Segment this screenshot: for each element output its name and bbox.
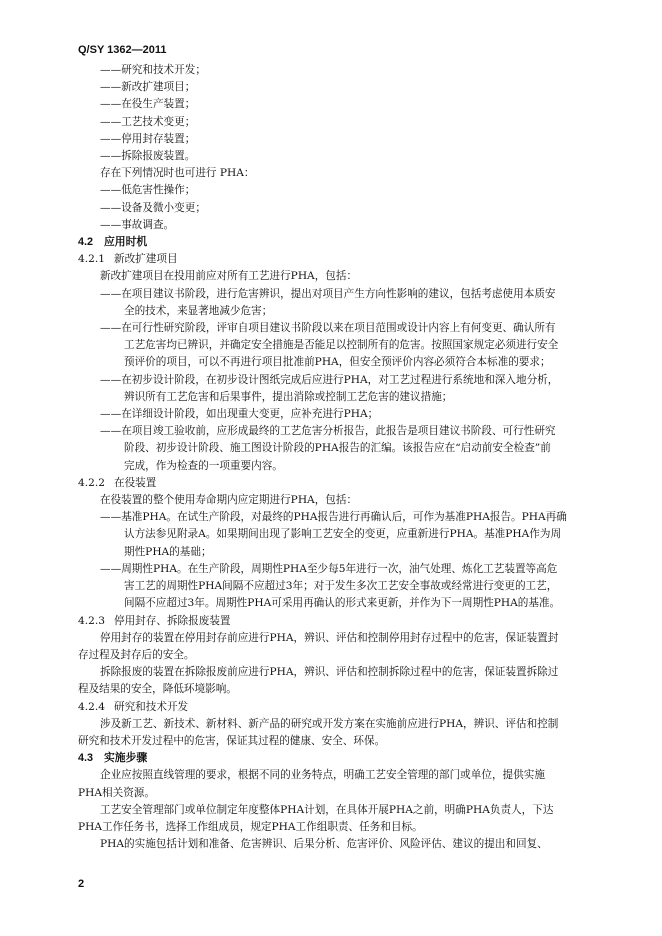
paragraph-line: 涉及新工艺、新技术、新材料、新产品的研究或开发方案在实施前应进行PHA，辨识、评估和控制 [100, 717, 559, 730]
also-text: 存在下列情况时也可进行 PHA： [100, 167, 255, 180]
list-item: ——停用封存装置； [100, 132, 196, 145]
paragraph-line: 研究和技术开发过程中的危害，保证其过程的健康、安全、环保。 [78, 734, 386, 747]
list-item-line: 认方法参见附录A。如果期间出现了影响工艺安全的变更，应重新进行PHA。基准PHA作为周 [124, 528, 562, 541]
list-item-line: ——在可行性研究阶段，评审自项目建议书阶段以来在项目范围或设计内容上有何变更、确认所有 [100, 322, 556, 335]
section-title: 实施步骤 [104, 752, 148, 765]
page-number: 2 [78, 878, 85, 890]
paragraph-line: 存过程及封存后的安全。 [78, 648, 195, 661]
list-item-line: 间隔不应超过3年。周期性PHA可采用再确认的形式来更新，并作为下一周期性PHA的基准。 [124, 597, 561, 610]
subsection-heading-4-2-2 [78, 475, 598, 492]
paragraph-line: 工艺安全管理部门或单位制定年度整体PHA计划，在具体开展PHA之前，明确PHA负责人，下达 [100, 803, 554, 816]
list-item-line: 全的技术，来显著地减少危害； [124, 304, 273, 317]
list-item-line: 期性PHA的基础； [124, 545, 212, 558]
section-heading-4-3 [78, 750, 598, 767]
list-item: ——事故调查。 [100, 218, 175, 231]
list-item-line: 辨识所有工艺危害和后果事件，提出消除或控制工艺危害的建议措施； [124, 390, 453, 403]
list-item: ——工艺技术变更； [100, 115, 196, 128]
paragraph-line: 拆除报废的装置在拆除报废前应进行PHA，辨识、评估和控制拆除过程中的危害，保证装置拆除过 [100, 666, 559, 679]
subsection-number: 4.2.3 [78, 614, 105, 627]
paragraph-line: PHA的实施包括计划和准备、危害辨识、后果分析、危害评价、风险评估、建议的提出和回复、 [100, 838, 548, 851]
intro-list [78, 62, 598, 165]
list-item: ——新改扩建项目； [100, 81, 196, 94]
subsection-title: 停用封存、拆除报废装置 [114, 614, 231, 627]
list-item-line: ——在项目竣工验收前，应形成最终的工艺危害分析报告，此报告是项目建议书阶段、可行性研究 [100, 425, 556, 438]
list-item: ——设备及微小变更； [100, 201, 206, 214]
list-item-line: ——在详细设计阶段，如出现重大变更，应补充进行PHA； [100, 408, 379, 421]
list-item-line: 完成，作为检查的一项重要内容。 [124, 459, 283, 472]
paragraph-line: 停用封存的装置在停用封存前应进行PHA，辨识、评估和控制停用封存过程中的危害，保证装置封 [100, 631, 559, 644]
list-item: ——在役生产装置； [100, 98, 196, 111]
list-item-line: 预评价的项目，可以不再进行项目批准前PHA，但安全预评价内容必须符合本标准的要求； [124, 356, 551, 369]
page-content [78, 62, 598, 853]
subsection-number: 4.2.4 [78, 700, 105, 713]
standard-code: Q/SY 1362—2011 [78, 44, 167, 56]
list-item-line: ——在项目建议书阶段，进行危害辨识，提出对项目产生方向性影响的建议，包括考虑使用本质安 [100, 287, 556, 300]
subsection-number: 4.2.2 [78, 476, 105, 489]
list-item-line: ——在初步设计阶段，在初步设计图纸完成后应进行PHA，对工艺过程进行系统地和深入地分析， [100, 373, 559, 386]
section-number: 4.3 [78, 752, 94, 765]
paragraph-line: 程及结果的安全，降低环境影响。 [78, 683, 237, 696]
paragraph-line: PHA相关资源。 [78, 786, 155, 799]
section-heading-4-2 [78, 234, 598, 251]
subsection-heading-4-2-3 [78, 613, 598, 630]
section-number: 4.2 [78, 236, 94, 249]
subsection-number: 4.2.1 [78, 253, 105, 266]
list-item: ——低危害性操作； [100, 184, 196, 197]
paragraph: 新改扩建项目在投用前应对所有工艺进行PHA，包括： [100, 270, 358, 283]
list-item-line: ——周期性PHA。在生产阶段，周期性PHA至少每5年进行一次，油气处理、炼化工艺装置等高危 [100, 562, 558, 575]
also-list [78, 182, 598, 234]
list-item: ——研究和技术开发； [100, 64, 206, 76]
paragraph-line: 企业应按照直线管理的要求，根据不同的业务特点，明确工艺安全管理的部门或单位，提供实施 [100, 769, 545, 782]
subsection-heading-4-2-4 [78, 699, 598, 716]
subsection-heading-4-2-1 [78, 251, 598, 268]
paragraph: 在役装置的整个使用寿命期内应定期进行PHA，包括： [100, 494, 358, 507]
paragraph-line: PHA工作任务书，选择工作组成员，规定PHA工作组职责、任务和目标。 [78, 820, 423, 833]
subsection-title: 新改扩建项目 [114, 253, 178, 266]
list-item-line: 阶段、初步设计阶段、施工图设计阶段的PHA报告的汇编。该报告应在“启动前安全检查”前 [124, 442, 551, 455]
subsection-title: 研究和技术开发 [114, 700, 189, 713]
section-title: 应用时机 [104, 236, 148, 249]
list-item: ——拆除报废装置。 [100, 150, 196, 163]
list-item-line: ——基准PHA。在试生产阶段，对最终的PHA报告进行再确认后，可作为基准PHA报告。PHA再确 [100, 511, 567, 524]
list-item-line: 害工艺的周期性PHA间隔不应超过3年；对于发生多次工艺安全事故或经常进行变更的工艺， [124, 580, 558, 593]
subsection-title: 在役装置 [114, 476, 157, 489]
list-item-line: 工艺危害均已辨识，并确定安全措施是否能足以控制所有的危害。按照国家规定必须进行安全 [124, 339, 559, 352]
